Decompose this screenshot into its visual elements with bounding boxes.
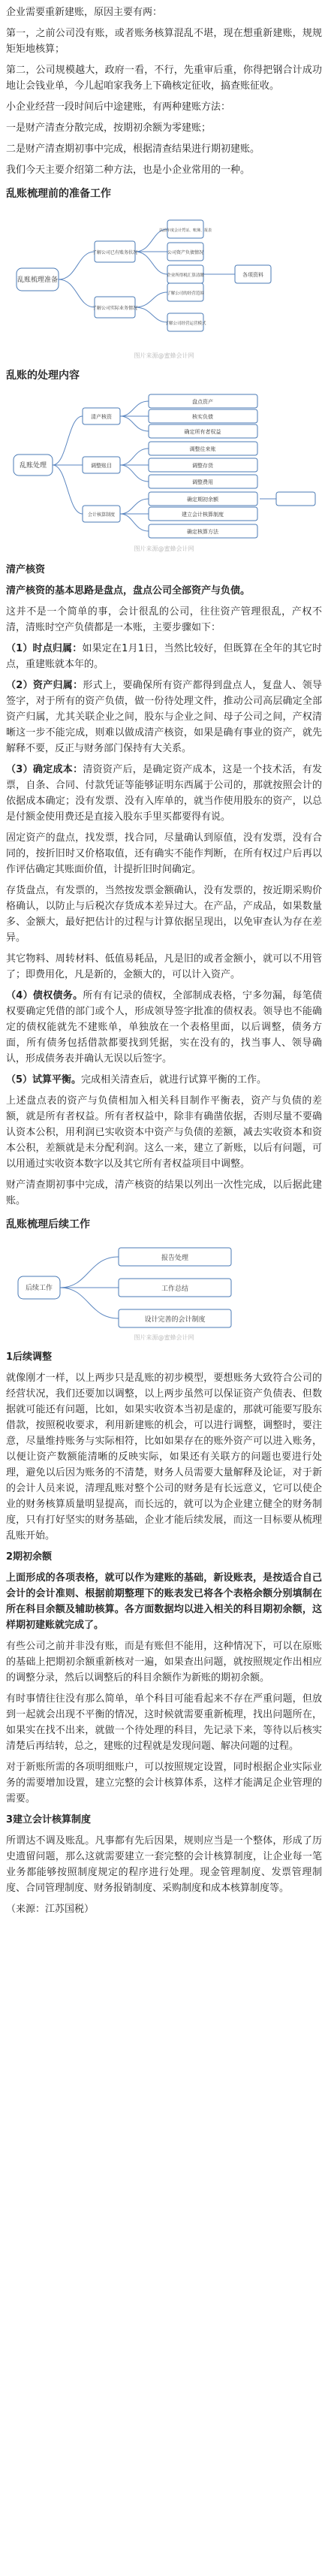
- asset-check-para-final: 财产清查期初事中完成，清产核资的结果以列出一次性完成，以后据此建账。: [6, 1179, 322, 1206]
- intro-para-6: 二是财产清查期初事中完成，根据清查结果进行期初建账。: [6, 143, 260, 155]
- opening-balance-para-3: 有时事情往往没有那么简单，单个科目可能看起来不存在严重问题，但放到一起就会出现不平衡的情况，这时候就需要重新梳理，找出问题所在，如果实在找不出来，就做一个待处理的科目，先记录下来，等待以后核实清楚后再结转，总之，建账的过程就是发现问题、解决问题的过程。: [6, 1693, 322, 1752]
- diagram1-leaf5-label: 了解公司经营运营模式: [164, 322, 206, 326]
- intro-para-7: 我们今天主要介绍第二种方法，也是小企业常用的一种。: [6, 165, 251, 176]
- diagram2-l7-label: 确定期初余额: [187, 497, 218, 503]
- intro-para-1: 企业需要重新建账，原因主要有两：: [6, 7, 163, 18]
- section-opening-balance: [6, 1549, 322, 1807]
- section-adjustment: [6, 1349, 322, 1544]
- item3-heading: （3）确定成本：: [6, 764, 83, 775]
- item2-text: 形式上，要确保所有资产都得到盘点人，复盘人、领导签字，对于所有的资产负债，做一份待处理文件，推动公司高层确定全部资产归属，尤其关联企业之间，股东与企业之间、母子公司之间，产权清晰这一步不能完成，则难以做成清产核资，如果是确有事业的资产，就先解释不要，反正与财务部门保持有大关系。: [6, 680, 322, 754]
- item3-text: 清资资产后，是确定资产成本，这是一个技术活，有发票，自条、合同、付款凭证等能够证明东西属于公司的，那就按照会计的依据成本确定；没有发票、没有入库单的，就当作使用股东的资产，以总是付额金使用费还是直接入股东手里买都要得有说。: [6, 764, 322, 823]
- accounting-system-para: 所谓达不调及账乱。凡事都有先后因果，规则应当是一个整体，形成了历史遗留问题，那么这就需要建立一套完整的会计核算制度，让企业每一笔业务都能够按照制度规定的程序进行处理。现金管理制度、发票管理制度、合同管理制度、财务报销制度、采购制度和成本核算制度等。: [6, 1835, 322, 1894]
- diagram1-leaf1-label: 以前年度会计凭证、账簿、报表: [158, 228, 212, 233]
- item1-heading: （1）时点归属：: [6, 643, 83, 654]
- diagram3-center-label: 后续工作: [25, 1285, 53, 1292]
- section-title-followup: 乱账梳理后续工作: [6, 1219, 90, 1231]
- section-title-prep: 乱账梳理前的准备工作: [6, 188, 111, 200]
- diagram1-leaf2-label: 公司资产负债情况: [167, 250, 204, 255]
- opening-balance-para-4: 对于新账所需的各项明细账户，可以按照规定设置，同时根据企业实际业务的需要增加设置，建立完整的会计核算体系，这样才能满足企业管理的需要。: [6, 1762, 322, 1804]
- diagram2-l8-label: 建立会计核算制度: [182, 512, 224, 518]
- diagram3-c-label: 设计完善的会计制度: [144, 1316, 206, 1324]
- diagram1-mid2-label: 了解公司实际业务情况: [92, 306, 138, 311]
- diagram2-l3-label: 确定所有者权益: [184, 429, 221, 435]
- opening-balance-para-1: 上面形成的各项表格，就可以作为建账的基础，新设账表，是按适合自己会计的会计准则、根据前期整理下的账表发已将各个表格余额分别填制在所在科目余额及辅助核算。各方面数据均以进入相关的科目期初余额，这样期初建账就完成了。: [6, 1572, 322, 1631]
- diagram2-l2-label: 核实负债: [192, 414, 213, 420]
- adjustment-title: 1后续调整: [6, 1351, 53, 1363]
- asset-check-para-balance: 上述盘点表的资产与负债相加入相关科目制作平衡表，资产与负债的差额，就是所有者权益。所有者权益中，除非有确凿依据，否则尽量不要确认资本公积，用利润已实收资本中资产与负债的差额，减去实收资本和资本公积，差额就是未分配利润。这么一来，建立了新账，以后有问题，可以用通过实收资本数字以及其它所有者权益项目中调整。: [6, 1095, 322, 1170]
- section-accounting-system: [6, 1812, 322, 1896]
- asset-check-para-inventory: 存货盘点，有发票的，当然按发票金额确认，没有发票的，按近期采购价格确认，以防止与后税次存货成本差异过大。在产品，产成品，如果数量多、金额大，最好把估计的过程与计算依据呈现出，以免审查认为存在差异。: [6, 885, 322, 944]
- asset-check-title: 清产核资: [6, 564, 46, 575]
- asset-check-item-5: [6, 1072, 322, 1088]
- diagram2-m1-label: 清产核资: [91, 414, 112, 420]
- diagram-prep: [6, 208, 322, 360]
- mindmap-content: [6, 390, 321, 548]
- section-title-content: 乱账的处理内容: [6, 370, 80, 382]
- diagram2-caption: 图片来源@蜜蜂会计网: [134, 545, 194, 552]
- asset-check-para-1: 这并不是一个简单的事，会计很乱的公司，往往资产管理很乱，产权不清，清账时空产负债都是一本账，主要步骤如下：: [6, 606, 322, 633]
- diagram-content: [6, 390, 322, 553]
- mindmap-prep: [6, 208, 321, 355]
- diagram3-b-label: 工作总结: [161, 1285, 189, 1293]
- diagram1-caption: 图片来源@蜜蜂会计网: [134, 352, 194, 359]
- intro-para-3: 第二，公司规模越大，政府一看，不行，先重审后重，你得把钢合计成功地让会钱业单，今儿起咱家我务上下确核定征收，搞查账征收。: [6, 65, 322, 92]
- item2-heading: （2）资产归属：: [6, 680, 83, 691]
- diagram2-m2-label: 调整账目: [91, 463, 112, 469]
- section-asset-check: [6, 562, 322, 1209]
- diagram2-l4-label: 调整往来账: [189, 446, 216, 452]
- asset-check-subtitle: 清产核资的基本思路是盘点，盘点公司全部资产与负债。: [6, 585, 251, 596]
- opening-balance-para-2: 有些公司之前并非没有账，而是有账但不能用，这种情况下，可以在原账的基础上把期初余额重新核对一遍，如果查出问题，就按照规定作出相应的调整分录，然后以调整后的科目余额作为新账的期初余额。: [6, 1641, 322, 1684]
- asset-check-item-4: [6, 988, 322, 1067]
- asset-check-item-1: [6, 641, 322, 672]
- mindmap-followup: [6, 1239, 321, 1336]
- item1-text: 如果定在1月1日，当然比较好，但既算在全年的其它时点，重建账就本年的。: [6, 643, 323, 670]
- intro-para-2: 第一，之前公司没有账，或者账务核算混乱不堪，现在想重新建账，规规矩矩地核算；: [6, 28, 322, 55]
- diagram1-center-label: 乱账梳理准备: [17, 276, 59, 284]
- diagram1-mid1-label: 了解公司已有账务状况: [92, 250, 138, 255]
- adjustment-para: 就像刚才一样，以上两步只是乱账的初步模型，要想账务大致符合公司的经营状况，我们还要加以调整，以上两步虽然可以保证资产负债表、但数据就可能还有问题，比如，如果实收资本当初是虚的，那就可能要写股东借款，按照税收要求，利用新建账的机会，可以进行调整，调整时，要注意，尽量维持账务与实际相符，比如如果存在的账外资产可以进入账务，以便让资产数额能清晰的反映实际，如果还有关联方的问题也要进行处理，避免以后因为账务的不清楚，财务人员需要大量解释及论证，对于新的会计人员来说，清理乱账对整个公司的财务是有长远意义，它可以使企业的财务核算质量明显提高，而长远的，就可以为企业建立健全的财务制度，只有打好坚实的财务基础，企业才能后续发展，而这一目标要从梳理乱账开始。: [6, 1373, 322, 1542]
- asset-check-para-fixed: 固定资产的盘点，找发票，找合同，尽量确认到原值，没有发票，没有合同的，按折旧时又价格取值，还有确实不能作判断，在所有权过户后再以作评估确定其账面价值，计提折旧时间确定。: [6, 832, 322, 875]
- asset-check-item-3: [6, 762, 322, 825]
- intro-para-5: 一是财产清查分散完成，按期初余额为零建账；: [6, 122, 212, 134]
- diagram2-center-label: 乱账处理: [19, 462, 47, 470]
- item5-heading: （5）试算平衡。: [6, 1074, 82, 1086]
- item4-heading: （4）债权债务。: [6, 990, 83, 1001]
- diagram2-l6-label: 调整费用: [192, 479, 213, 485]
- item5-text: 完成相关清查后，就进行试算平衡的工作。: [81, 1074, 267, 1086]
- asset-check-item-2: [6, 678, 322, 756]
- source-note: （来源：江苏国税）: [6, 1904, 95, 1915]
- item4-text: 所有有记录的债权，全部制成表格，宁多勿漏，每笔债权要确定凭借的部门或个人，形成领导签字批准的债权表。领导也不能确定的债权能就先不建账单，单独放在一个表格里面，以后调整，债务方面，所有债务包括借款都要找到凭据，实在没有的，找当事人、领导确认，形成债务表并确认无误以后签字。: [6, 990, 322, 1065]
- diagram-followup: [6, 1239, 322, 1342]
- diagram3-a-label: 报告处理: [161, 1255, 189, 1262]
- diagram1-leaf4-label: 了解公司的经营范围: [167, 291, 204, 296]
- diagram3-caption: 图片来源@蜜蜂会计网: [134, 1334, 194, 1341]
- diagram1-leaf3-label: 企业所得税汇算清缴: [167, 273, 204, 278]
- diagram2-l5-label: 调整存货: [192, 463, 213, 469]
- diagram2-l9-label: 确定核算方法: [187, 529, 218, 535]
- intro-para-4: 小企业经营一段时间后中途建账，有两种建账方法：: [6, 101, 231, 113]
- opening-balance-title: 2期初余额: [6, 1551, 53, 1563]
- asset-check-para-materials: 其它物料、周转材料、低值易耗品，凡是旧的或者金额小，就可以不用管了；即费用化，凡是新的，金额大的，可以计入资产。: [6, 953, 322, 980]
- diagram2-m3-label: 会计核算制度: [87, 512, 116, 518]
- diagram1-leaf6-label: 各项资料: [242, 272, 263, 278]
- diagram2-l1-label: 盘点资产: [192, 399, 213, 405]
- intro-section: [6, 0, 322, 178]
- accounting-system-title: 3建立会计核算制度: [6, 1814, 92, 1826]
